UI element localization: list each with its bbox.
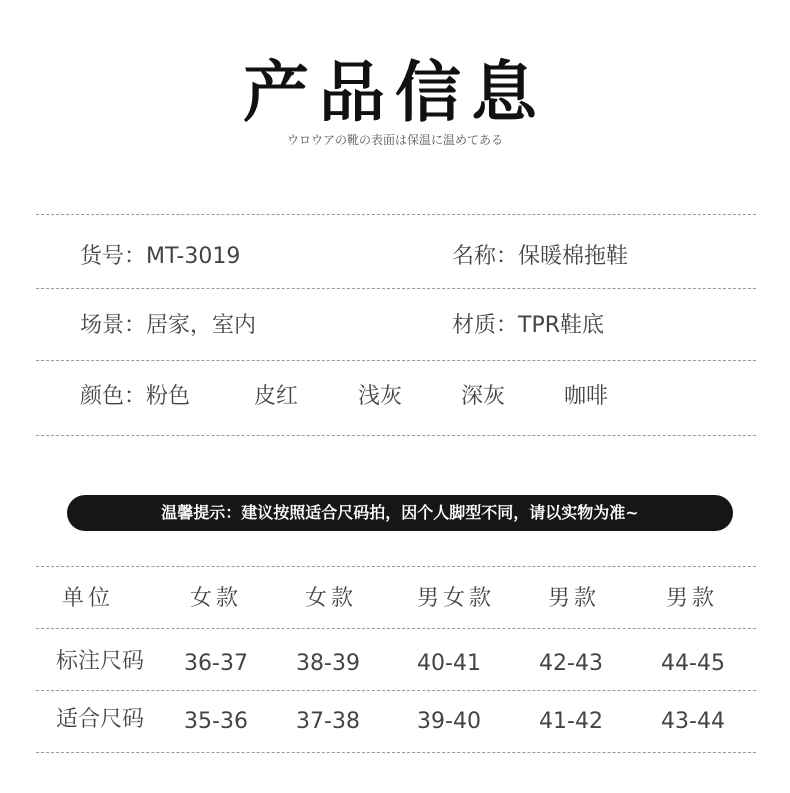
table-cell: 42-43 [539,651,603,676]
color-option: 深灰 [461,384,506,409]
divider [36,288,756,289]
table-header-cell: 男款 [547,586,600,611]
color-option: 浅灰 [358,384,403,409]
table-header-cell: 女款 [189,586,242,611]
table-cell: 44-45 [661,651,725,676]
table-cell: 38-39 [296,651,360,676]
table-cell: 36-37 [184,651,248,676]
colors-label: 颜色：粉色 [80,384,191,409]
table-cell: 37-38 [296,709,360,734]
usage-scene: 场景：居家，室内 [80,313,257,338]
divider [36,435,756,436]
table-cell: 35-36 [184,709,248,734]
table-divider [36,752,756,753]
table-row-label: 适合尺码 [56,707,145,732]
page-subtitle: ウロウアの靴の表面は保温に温めてある [286,133,503,147]
table-header-cell: 男款 [665,586,718,611]
table-cell: 43-44 [661,709,725,734]
page-title: 产品信息 [243,53,547,131]
material: 材质：TPR鞋底 [452,313,604,338]
color-option: 皮红 [254,384,299,409]
table-divider [36,690,756,691]
divider [36,360,756,361]
table-cell: 40-41 [417,651,481,676]
product-name: 名称：保暖棉拖鞋 [452,244,629,269]
divider [36,214,756,215]
table-header-cell: 男女款 [416,586,495,611]
table-divider [36,566,756,567]
table-row-label: 标注尺码 [56,649,145,674]
table-divider [36,628,756,629]
notice-banner: 温馨提示：建议按照适合尺码拍，因个人脚型不同，请以实物为准~ [67,495,733,531]
item-number: 货号：MT-3019 [80,244,241,269]
color-option: 咖啡 [564,384,609,409]
table-header-cell: 女款 [304,586,357,611]
table-header-unit: 单位 [62,586,115,611]
table-cell: 41-42 [539,709,603,734]
table-cell: 39-40 [417,709,481,734]
